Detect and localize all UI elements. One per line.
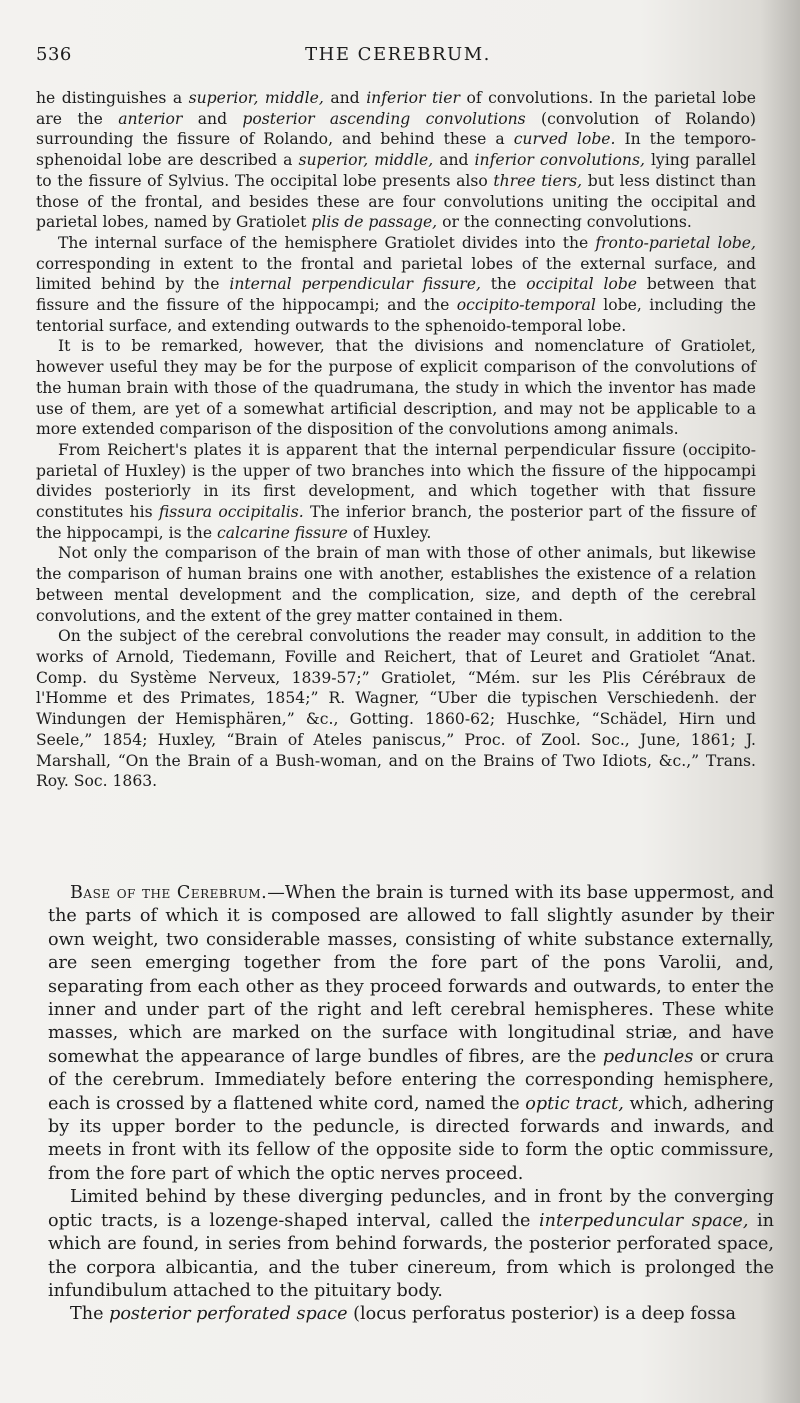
running-title: THE CEREBRUM. <box>305 44 491 65</box>
large-print-section <box>48 882 774 1327</box>
paragraph: Limited behind by these diverging peduncles, and in front by the converging optic tracts, is a lozenge-shaped interval, called the interpeduncular space, in which are found, in series from behind forwards, the posterior perforated space, the corpora albicantia, and the tuber cinereum, from which is prolonged the infundibulum attached to the pituitary body. <box>48 1187 774 1301</box>
small-print-section <box>36 88 756 792</box>
paragraph: From Reichert's plates it is apparent that the internal perpendicular fissure (occipito-parietal of Huxley) is the upper of two branches into which the fissure of the hippocampi divides posteriorly in its first development, and which together with that fissure constitutes his fissura occipitalis. The inferior branch, the posterior part of the fissure of the hippocampi, is the calcarine fissure of Huxley. <box>36 440 756 542</box>
paragraph: The internal surface of the hemisphere Gratiolet divides into the fronto-parietal lobe, corresponding in extent to the frontal and parietal lobes of the external surface, and limited behind by the internal perpendicular fissure, the occipital lobe between that fissure and the fissure of the hippocampi; and the occipito-temporal lobe, including the tentorial surface, and extending outwards to the sphenoido-temporal lobe. <box>36 233 756 335</box>
section-heading: Base of the Cerebrum. <box>70 883 268 903</box>
paragraph: The posterior perforated space (locus perforatus posterior) is a deep fossa <box>70 1304 736 1325</box>
page-header <box>36 44 760 68</box>
paragraph: Base of the Cerebrum.—When the brain is turned with its base uppermost, and the parts of which it is composed are allowed to fall slightly asunder by their own weight, two considerable masses, consisting of white substance externally, are seen emerging together from the fore part of the pons Varolii, and, separating from each other as they proceed forwards and outwards, to enter the inner and under part of the right and left cerebral hemispheres. These white masses, which are marked on the surface with longitudinal striæ, and have somewhat the appearance of large bundles of fibres, are the peduncles or crura of the cerebrum. Immediately before entering the corresponding hemisphere, each is crossed by a flattened white cord, named the optic tract, which, adhering by its upper border to the peduncle, is directed forwards and inwards, and meets in front with its fellow of the opposite side to form the optic commissure, from the fore part of which the optic nerves proceed. <box>48 883 775 1184</box>
page-number: 536 <box>36 44 72 65</box>
paragraph: It is to be remarked, however, that the divisions and nomenclature of Gratiolet, however useful they may be for the purpose of explicit comparison of the convolutions of the human brain with those of the quadrumana, the study in which the inventor has made use of them, are yet of a somewhat artificial description, and may not be applicable to a more extended comparison of the disposition of the convolutions among animals. <box>36 337 756 439</box>
paragraph: Not only the comparison of the brain of man with those of other animals, but likewise the comparison of human brains one with another, establishes the existence of a relation between mental development and the complication, size, and depth of the cerebral convolutions, and the extent of the grey matter contained in them. <box>36 544 756 625</box>
paragraph: he distinguishes a superior, middle, and inferior tier of convolutions. In the parietal lobe are the anterior and posterior ascending convolutions (convolution of Rolando) surrounding the fissure of Rolando, and behind these a curved lobe. In the temporo-sphenoidal lobe are described a superior, middle, and inferior convolutions, lying parallel to the fissure of Sylvius. The occipital lobe presents also three tiers, but less distinct than those of the frontal, and besides these are four convolutions uniting the occipital and parietal lobes, named by Gratiolet plis de passage, or the connecting convolutions. <box>36 89 756 232</box>
paragraph: On the subject of the cerebral convolutions the reader may consult, in addition to the works of Arnold, Tiedemann, Foville and Reichert, that of Leuret and Gratiolet “Anat. Comp. du Système Nerveux, 1839-57;” Gratiolet, “Mém. sur les Plis Cérébraux de l'Homme et des Primates, 1854;” R. Wagner, “Uber die typischen Verschiedenh. der Windungen der Hemisphären,” &c., Gotting. 1860-62; Huschke, “Schädel, Hirn und Seele,” 1854; Huxley, “Brain of Ateles paniscus,” Proc. of Zool. Soc., June, 1861; J. Marshall, “On the Brain of a Bush-woman, and on the Brains of Two Idiots, &c.,” Trans. Roy. Soc. 1863. <box>36 627 756 791</box>
